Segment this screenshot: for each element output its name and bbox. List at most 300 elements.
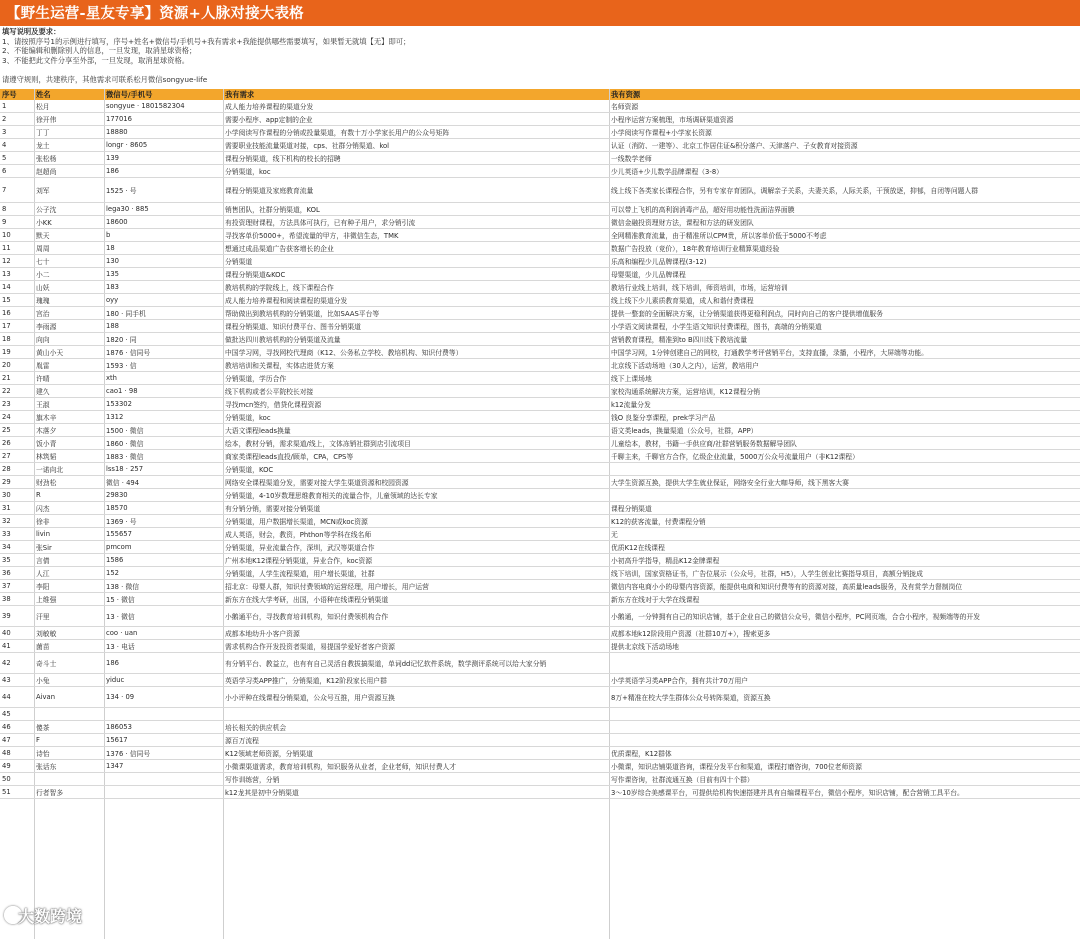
cell-name: 汗里 [36,613,50,621]
cell-index: 14 [2,283,11,291]
cell-resources: 小微课，知识店铺渠道咨询，课程分发平台和渠道，课程打磨咨询，700位老师资源 [611,763,862,771]
cell-index: 37 [2,582,11,590]
table-row [0,385,1080,398]
table-row [0,294,1080,307]
cell-needs: K12领域老师资源，分销渠道 [225,750,313,758]
cell-index: 18 [2,335,11,343]
cell-needs: 寻找客单价5000+，希望流量的甲方，非微信生态，TMK [225,232,399,240]
cell-index: 20 [2,361,11,369]
cell-name: 周周 [36,245,50,253]
cell-resources: 母婴渠道，少儿品牌课程 [611,271,686,279]
cell-resources: 线下上课场地 [611,375,652,383]
header-resources: 我有资源 [611,90,641,99]
cell-resources: 可以带上飞机的高利润消毒产品，超好用功能性洗面洁界面膜 [611,206,795,214]
table-row [0,359,1080,372]
cell-resources: 小程序运营方案梳理，市场调研渠道资源 [611,116,734,124]
cell-contact: 29830 [106,491,128,499]
cell-resources: 线上线下各类家长课程合作，另有专家存育团队，调解亲子关系，夫妻关系，人际关系，干预放逐，抑郁，自闭等问题人群 [611,187,979,195]
cell-needs: 中国学习网，寻找网校代理商（K12、公务私立学校、教培机构、知识付费等） [225,349,463,357]
cell-needs: 分销渠道，4-10岁数理思维教育相关的流量合作，儿童领域的达长专家 [225,492,438,500]
cell-contact: 135 [106,270,119,278]
cell-name: 徐非 [36,518,50,526]
cell-name: Aivan [36,693,56,701]
cell-resources: 名师资源 [611,103,639,111]
cell-index: 8 [2,205,7,213]
cell-needs: 小微课渠道需求，教育培训机构，知识服务从业者，企业老师，知识付费人才 [225,763,457,771]
watermark: 大数跨境 [18,907,83,926]
table-row [0,708,1080,721]
cell-index: 21 [2,374,11,382]
cell-contact: 177016 [106,115,132,123]
cell-name: 人江 [36,570,50,578]
cell-name: 菌苗 [36,643,50,651]
cell-index: 17 [2,322,11,330]
cell-name: 默天 [36,232,50,240]
cell-resources: 认证（消防、一建等）、北京工作居住证&积分落户、天津落户、子女教育对接资源 [611,142,858,150]
cell-name: 饭小青 [36,440,57,448]
cell-index: 1 [2,102,7,110]
cell-contact: 1312 [106,413,124,421]
table-row [0,398,1080,411]
cell-name: 丁丁 [36,129,50,137]
cell-contact: 180 · 同手机 [106,310,146,318]
cell-contact: b [106,231,111,239]
cell-contact: pmcom [106,543,132,551]
table-row [0,489,1080,502]
cell-needs: 小学阅读写作课程的分销或投量渠道，有数十万小学家长用户的公众号矩阵 [225,129,450,137]
cell-index: 16 [2,309,11,317]
cell-name: 奇斗士 [36,660,57,668]
cell-name: 木落夕 [36,427,57,435]
cell-resources: 小学阅读写作课程+小学家长资源 [611,129,712,137]
cell-name: F [36,736,40,744]
cell-name: 向向 [36,336,50,344]
cell-contact: 18570 [106,504,128,512]
instruction-line: 1、请按照序号1的示例进行填写，序号+姓名+微信号/手机号+我有需求+我能提供哪些需要填写，如果暂无就填【无】即可； [2,36,411,46]
cell-resources: 小初高升学指导，精品K12金牌课程 [611,557,720,565]
cell-resources: 线下培训，国家资格证书，广告位展示（公众号，社群，H5），人学生创业比赛指导项目，高额分销拢成 [611,570,923,578]
cell-name: 龙土 [36,142,50,150]
cell-resources: 优质K12在线课程 [611,544,665,552]
cell-index: 25 [2,426,11,434]
table-row [0,268,1080,281]
table-row [0,760,1080,773]
cell-needs: 分销渠道，koc [225,414,271,422]
cell-name: 山妖 [36,284,50,292]
cell-needs: 写作训练营，分销 [225,776,280,784]
cell-resources: 语文类leads，换量渠道（公众号，社群，APP） [611,427,758,435]
cell-index: 45 [2,710,11,718]
cell-needs: 需要职业技能流量渠道对接，cps、社群分销渠道、kol [225,142,390,150]
cell-index: 11 [2,244,11,252]
cell-name: 言倩 [36,557,50,565]
cell-index: 12 [2,257,11,265]
table-row [0,100,1080,113]
cell-needs: 小鹅通平台，寻找教育培训机构，知识付费领机构合作 [225,613,389,621]
cell-resources: 大学生资源互换，提供大学生就业保证，网络安全行业大咖导师，线下黑客大赛 [611,479,849,487]
cell-contact: 186 [106,167,119,175]
table-row [0,554,1080,567]
cell-contact: 1860 · 微信 [106,440,144,448]
table-row [0,152,1080,165]
cell-resources: 小学英语学习类APP合作，拥有共计70万用户 [611,677,749,685]
cell-contact: cao1 · 98 [106,387,138,395]
cell-needs: 广州本地K12课程分销渠道，异业合作，koc资源 [225,557,373,565]
cell-contact: 152 [106,569,119,577]
cell-resources: 课程分销渠道 [611,505,652,513]
cell-index: 22 [2,387,11,395]
table-row [0,203,1080,216]
cell-resources: 提供一整套的全面解决方案，让分销渠道获得更稳利润点，同时向自己的客户提供增值服务 [611,310,883,318]
cell-name: 傻茶 [36,724,50,732]
cell-name: 建久 [36,388,50,396]
cell-index: 5 [2,154,7,162]
cell-needs: 帮助做出到教培机构的分销渠道，比如SAAS平台等 [225,310,380,318]
cell-contact: 微信 · 494 [106,479,140,487]
cell-index: 49 [2,762,11,770]
cell-index: 44 [2,693,11,701]
cell-index: 19 [2,348,11,356]
cell-resources: 少儿英语+少儿数学品牌课程（3-8） [611,168,723,176]
cell-resources: 新东方在线对于大学在线课程 [611,596,700,604]
cell-name: 行者智多 [36,789,64,797]
cell-contact: 130 [106,257,119,265]
cell-resources: 全网精准教育流量，由于精准所以CPM贵，所以客单价低于5000不考虑 [611,232,827,240]
cell-name: 闪杰 [36,505,50,513]
cell-needs: 销售团队，社群分销渠道，KOL [225,206,320,214]
table-row [0,773,1080,786]
table-row [0,747,1080,760]
header-name: 姓名 [36,90,51,99]
cell-contact: 13 · 电话 [106,643,135,651]
cell-contact: 13 · 微信 [106,613,135,621]
cell-contact: longr · 8605 [106,141,148,149]
cell-contact: 186 [106,659,119,667]
cell-index: 10 [2,231,11,239]
cell-contact: 138 · 微信 [106,583,140,591]
cell-resources: 8万+精准在校大学生群体公众号转阵渠道，资源互换 [611,694,771,702]
cell-contact: 18 [106,244,115,252]
table-row [0,165,1080,178]
cell-resources: 写作课咨询，社群流通互换（目前有四十个群） [611,776,754,784]
cell-needs: 课程分销渠道&KOC [225,271,286,279]
header-needs: 我有需求 [225,90,255,99]
cell-name: 黄山小天 [36,349,64,357]
cell-contact: 1883 · 微信 [106,453,144,461]
cell-contact: 139 [106,154,119,162]
cell-index: 15 [2,296,11,304]
table-row [0,126,1080,139]
cell-index: 46 [2,723,11,731]
cell-index: 3 [2,128,7,136]
cell-contact: xth [106,374,117,382]
table-row [0,627,1080,640]
table-row [0,333,1080,346]
cell-needs: 想通过成品渠道广告获客增长的企业 [225,245,334,253]
cell-index: 42 [2,659,11,667]
cell-needs: 分销渠道，人学生流程渠道，用户增长渠道，社群 [225,570,375,578]
cell-contact: 1369 · 号 [106,518,137,526]
cell-name: 公子沈 [36,206,57,214]
cell-index: 32 [2,517,11,525]
cell-contact: 155657 [106,530,132,538]
cell-index: 28 [2,465,11,473]
cell-needs: 大语文课程leads换量 [225,427,291,435]
cell-needs: 教培机构的学院线上，线下课程合作 [225,284,334,292]
cell-contact: 1820 · 同 [106,336,137,344]
cell-name: 宫治 [36,310,50,318]
cell-index: 7 [2,186,7,194]
cell-index: 47 [2,736,11,744]
cell-resources: 成都本地k12阶段用户资源（社群10万+），搜索更多 [611,630,771,638]
cell-needs: 招北京：母婴人群，知识付费领域的运营经理，用户增长，用户运营 [225,583,429,591]
cell-needs: 分销渠道，用户数据增长渠道，MCN或koc资源 [225,518,368,526]
cell-name: 王淑 [36,401,50,409]
table-row [0,528,1080,541]
cell-contact: 134 · 09 [106,693,135,701]
cell-needs: 商家类课程leads直投/顾单，CPA，CPS等 [225,453,354,461]
cell-contact: 183 [106,283,119,291]
cell-needs: 英语学习类APP推广，分销渠道，K12阶段家长用户群 [225,677,387,685]
table-row [0,721,1080,734]
table-row [0,653,1080,674]
cell-resources: 微信内容电商小小的母婴内容资源，能提供电商和知识付费等有的资源对接，高质量leads服务，及有赏学力督制岗位 [611,583,963,591]
cell-needs: 新东方在线大学考研，出国，小语种在线课程分销渠道 [225,596,389,604]
cell-needs: 小小评种在线课程分销渠道，公众号互推，用户资源互换 [225,694,395,702]
cell-index: 23 [2,400,11,408]
cell-resources: 提供北京线下活动场地 [611,643,679,651]
cell-needs: k12龙其是初中分销渠道 [225,789,299,797]
cell-needs: 需求机构合作开发投资者渠道，易提国学爱好者客户资源 [225,643,395,651]
cell-index: 48 [2,749,11,757]
cell-resources: 3～10岁综合美感课平台，可提供给机构快速搭建并具有自编课程平台，微信小程序，知识店铺，配合营销工具平台。 [611,789,964,797]
cell-name: 七十 [36,258,50,266]
cell-index: 31 [2,504,11,512]
cell-index: 34 [2,543,11,551]
cell-contact: 186053 [106,723,132,731]
cell-resources: 一线数学老师 [611,155,652,163]
table-row [0,229,1080,242]
cell-contact: 18600 [106,218,128,226]
cell-needs: 有分销平台、教益立，也有有自己灵活自教拔搞渠道，单词dd记忆软件系统，数学测评系统可以给大家分销 [225,660,547,668]
cell-resources: 微信金融投资理财方法，课程和方法的研发团队 [611,219,754,227]
cell-resources: 乐高和编程少儿品牌课程(3-12) [611,258,707,266]
cell-name: 赵超尚 [36,168,57,176]
cell-needs: 线下机构或者公平院校长对接 [225,388,314,396]
cell-name: 张松杨 [36,155,57,163]
table-row [0,411,1080,424]
cell-index: 4 [2,141,7,149]
table-row [0,786,1080,799]
cell-needs: 成人能力培养课程和阅读课程的渠道分发 [225,297,348,305]
cell-index: 36 [2,569,11,577]
cell-name: 松月 [36,103,50,111]
cell-index: 39 [2,612,11,620]
instructions-footer: 请遵守规则，共建秩序，其他需求可联系松月微信songyue-life [2,74,208,84]
cell-needs: 分销渠道 [225,258,253,266]
cell-resources: 无 [611,531,618,539]
cell-name: 李阳 [36,583,50,591]
cell-contact: 153302 [106,400,132,408]
table-row [0,113,1080,126]
cell-index: 40 [2,629,11,637]
cell-index: 43 [2,676,11,684]
table-row [0,674,1080,687]
cell-contact: songyue · 1801582304 [106,102,185,110]
cell-needs: 成人英语，财会，教资，Phthon等学科在线名师 [225,531,372,539]
header-contact: 微信号/手机号 [106,90,153,99]
cell-resources: 线上线下少儿素质教育渠道，成人和谐付费课程 [611,297,754,305]
cell-needs: 网络安全课程渠道分发，需要对接大学生渠道资源和校园资源 [225,479,409,487]
cell-resources: 营销教育课程，精准到to B四川线下教培流量 [611,336,747,344]
cell-index: 35 [2,556,11,564]
cell-index: 26 [2,439,11,447]
table-row [0,307,1080,320]
table-row [0,502,1080,515]
cell-name: R [36,491,41,499]
cell-contact: yiduc [106,676,125,684]
table-row [0,463,1080,476]
cell-contact: 1525 · 号 [106,187,137,195]
cell-name: 上维强 [36,596,57,604]
cell-name: 刘军 [36,187,50,195]
cell-needs: 做批达四川教培机构的分销渠道及流量 [225,336,341,344]
cell-name: 小KK [36,219,52,227]
table-row [0,687,1080,708]
header-index: 序号 [2,90,17,99]
cell-name: 刘敏敏 [36,630,57,638]
cell-needs: 成人能力培养课程的渠道分发 [225,103,314,111]
cell-needs: 成都本地幼升小客户资源 [225,630,300,638]
cell-index: 50 [2,775,11,783]
cell-index: 24 [2,413,11,421]
cell-resources: 小学语文阅读课程，小学生语文知识付费课程，图书，高端的分销渠道 [611,323,822,331]
instruction-line: 2、不能编辑和删除别人的信息，一旦发现，取消星球资格； [2,46,197,55]
cell-contact: 18880 [106,128,128,136]
cell-name: 徐开伟 [36,116,57,124]
cell-index: 51 [2,788,11,796]
cell-name: livin [36,530,50,538]
cell-contact: lega30 · 885 [106,205,149,213]
cell-needs: 培长相关的供应机会 [225,724,287,732]
page-title: 【野生运营-星友专享】资源+人脉对接大表格 [6,6,304,22]
cell-needs: 分销渠道，KOC [225,466,274,474]
table-row [0,593,1080,606]
table-row [0,178,1080,203]
cell-contact: 1500 · 微信 [106,427,144,435]
cell-needs: 课程分销渠道，线下机构的校长的招聘 [225,155,341,163]
cell-needs: 课程分销渠道及家庭教育流量 [225,187,314,195]
cell-needs: 教培培训和关课程，实体店进货方案 [225,362,334,370]
cell-index: 29 [2,478,11,486]
cell-needs: 分销渠道，学历合作 [225,375,287,383]
table-row [0,734,1080,747]
cell-needs: 分销渠道，异业流量合作，深圳，武汉等渠道合作 [225,544,375,552]
cell-resources: 儿童绘本，教材，书籍一手供应商/社群营销服务数据解导团队 [611,440,797,448]
cell-index: 41 [2,642,11,650]
cell-index: 9 [2,218,7,226]
cell-resources: 北京线下活动场地（30人之内），运营，教培用户 [611,362,759,370]
table-row [0,281,1080,294]
table-row [0,216,1080,229]
cell-index: 30 [2,491,11,499]
cell-index: 33 [2,530,11,538]
cell-name: 旗木辛 [36,414,57,422]
cell-contact: 1876 · 信同号 [106,349,151,357]
table-row [0,346,1080,359]
cell-name: 许晴 [36,375,50,383]
cell-needs: 寻找mcn签约，借贷化课程资源 [225,401,322,409]
cell-needs: 源百万流程 [225,737,259,745]
table-row [0,437,1080,450]
cell-name: 小二 [36,271,50,279]
cell-name: 瑰瑰 [36,297,50,305]
cell-contact: 188 [106,322,119,330]
table-body [0,100,1080,799]
cell-name: 财劲松 [36,479,57,487]
table-row [0,567,1080,580]
cell-resources: 教培行业线上培训，线下培训，师资培训，市场，运营培训 [611,284,788,292]
cell-resources: k12流量分发 [611,401,651,409]
table-row [0,580,1080,593]
table-row [0,450,1080,463]
cell-name: 诗怡 [36,750,50,758]
cell-name: 张Sir [36,544,52,552]
table-row [0,640,1080,653]
cell-name: 林筑韬 [36,453,57,461]
table-row [0,541,1080,554]
cell-needs: 绘本，教材分销，需求渠道/线上，文体冻销社群到店引流项目 [225,440,411,448]
cell-contact: 1593 · 信 [106,362,137,370]
cell-index: 6 [2,167,7,175]
cell-contact: 15617 [106,736,128,744]
table-row [0,606,1080,627]
cell-resources: 千聊主来，千聊官方合作，亿级企业流量，5000万公众号流量用户（非K12课程） [611,453,859,461]
table-header [0,89,1080,100]
cell-needs: 分销渠道，koc [225,168,271,176]
cell-name: 胤雷 [36,362,50,370]
table-row [0,424,1080,437]
table-row [0,515,1080,528]
title-bar [0,0,1080,26]
cell-contact: 1586 [106,556,124,564]
table-row [0,320,1080,333]
table-row [0,255,1080,268]
cell-resources: 钱O 良鉴分享课程，prek学习产品 [611,414,716,422]
cell-contact: 1376 · 信同号 [106,750,151,758]
cell-contact: oyy [106,296,119,304]
cell-contact: coo · uan [106,629,138,637]
cell-name: 小兔 [36,677,50,685]
cell-contact: 15 · 微信 [106,596,135,604]
cell-index: 13 [2,270,11,278]
cell-name: 张话东 [36,763,57,771]
cell-name: 李雨源 [36,323,57,331]
cell-resources: 数据广告投放（竞价），18年教育培训行业精算渠道经验 [611,245,780,253]
instructions [2,27,1072,84]
cell-contact: 1347 [106,762,124,770]
cell-index: 27 [2,452,11,460]
cell-needs: 有分销分销，需要对接分销渠道 [225,505,321,513]
cell-index: 2 [2,115,7,123]
cell-index: 38 [2,595,11,603]
cell-contact: lss18 · 257 [106,465,144,473]
cell-resources: 家校沟通系统解决方案，运营培训，K12课程分销 [611,388,761,396]
cell-resources: 优质课程，K12群体 [611,750,672,758]
table-row [0,372,1080,385]
cell-name: 一诺向北 [36,466,64,474]
table-row [0,476,1080,489]
